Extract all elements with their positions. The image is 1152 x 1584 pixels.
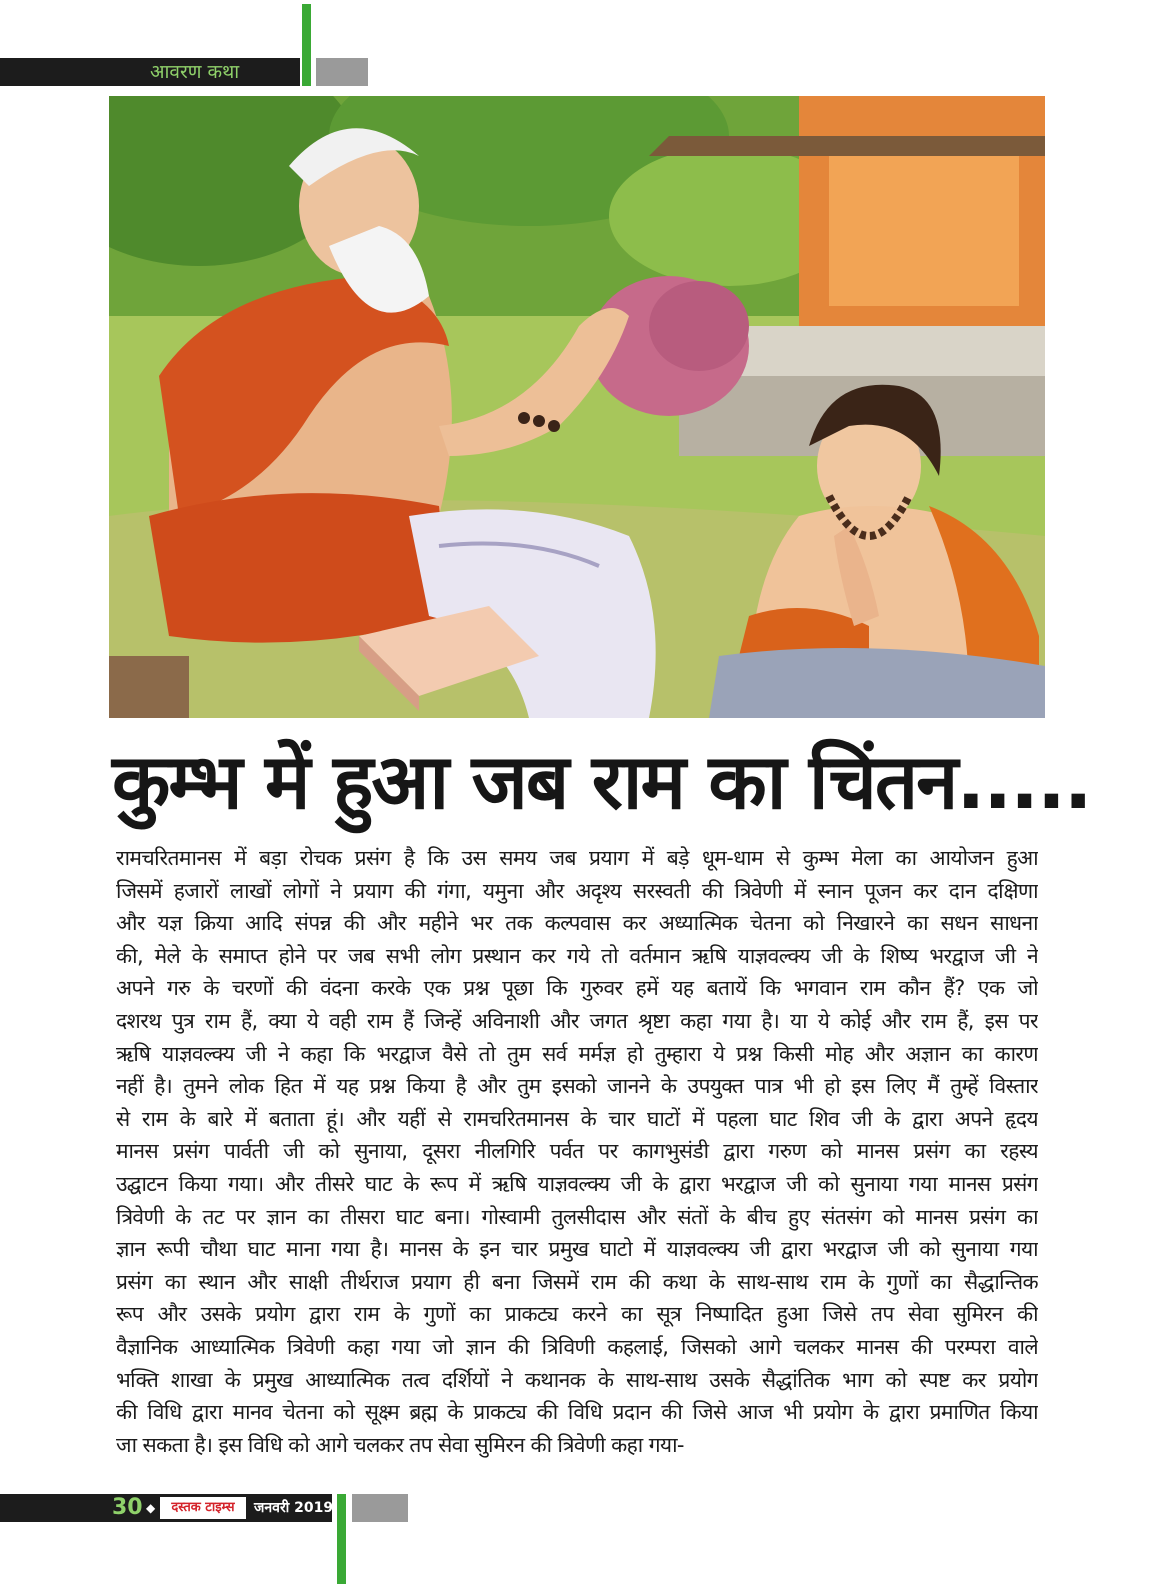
cover-illustration bbox=[109, 96, 1045, 718]
header-gray-block bbox=[316, 58, 368, 86]
body-line: ऋषि याज्ञवल्क्य जी ने कहा कि भरद्वाज वैसे तो तुम सर्व मर्मज्ञ हो तुम्हारा ये प्रश्न किसी मोह और अज्ञान का कारण bbox=[116, 1041, 1038, 1066]
page-number: 30 bbox=[112, 1495, 143, 1520]
footer-accent-stripe bbox=[337, 1494, 346, 1584]
body-line: अपने गरु के चरणों की वंदना करके एक प्रश्न पूछा कि गुरुवर हमें यह बतायें कि भगवान राम कौन हैं? एक जो bbox=[116, 976, 1038, 1001]
issue-date: जनवरी 2019 bbox=[254, 1500, 334, 1516]
body-line: रामचरितमानस में बड़ा रोचक प्रसंग है कि उस समय जब प्रयाग में बड़े धूम-धाम से कुम्भ मेला का आयोजन हुआ bbox=[116, 846, 1038, 870]
article-body bbox=[116, 842, 1038, 1470]
body-line: मानस प्रसंग पार्वती जी को सुनाया, दूसरा नीलगिरि पर्वत पर कागभुसंडी द्वारा गरुण को मानस प्रसंग का रहस्य bbox=[116, 1139, 1038, 1164]
body-line: जिसमें हजारों लाखों लोगों ने प्रयाग की गंगा, यमुना और अदृश्य सरस्वती की त्रिवेणी में स्नान पूजन कर दान दक्षिणा bbox=[116, 878, 1038, 903]
body-line: प्रसंग का स्थान और साक्षी तीर्थराज प्रयाग ही बना जिसमें राम की कथा के साथ-साथ राम के गुणों का सैद्धान्तिक bbox=[116, 1269, 1038, 1294]
body-line: की, मेले के समाप्त होने पर जब सभी लोग प्रस्थान कर गये तो वर्तमान ऋषि याज्ञवल्क्य जी के शिष्य भरद्वाज जी ने bbox=[116, 943, 1038, 968]
article-title: कुम्भ में हुआ जब राम का चिंतन..... bbox=[112, 737, 1091, 826]
magazine-logo: दस्तक टाइम्स bbox=[160, 1497, 246, 1519]
body-line: दशरथ पुत्र राम हैं, क्या ये वही राम हैं जिन्हें अविनाशी और जगत श्रृष्टा कहा गया है। या ये कोई और राम हैं, इस पर bbox=[116, 1008, 1038, 1033]
body-line: ज्ञान रूपी चौथा घाट माना गया है। मानस के इन चार प्रमुख घाटो में याज्ञवल्क्य जी द्वारा भरद्वाज जी को सुनाया गया bbox=[116, 1237, 1038, 1262]
section-label: आवरण कथा bbox=[150, 61, 240, 83]
body-line: से राम के बारे में बताता हूं। और यहीं से रामचरितमानस के चार घाटों में पहला घाट शिव जी के द्वारा अपने हृदय bbox=[116, 1106, 1038, 1131]
body-line: नहीं है। तुमने लोक हित में यह प्रश्न किया है और तुम इसको जानने के उपयुक्त पात्र भी हो इस लिए मैं तुम्हें विस्तार bbox=[116, 1074, 1038, 1099]
body-line: रूप और उसके प्रयोग द्वारा राम के गुणों का प्राकट्य करने का सूत्र निष्पादित हुआ जिसे तप सेवा सुमिरन की bbox=[116, 1302, 1038, 1327]
body-line: उद्घाटन किया गया। और तीसरे घाट के रूप में ऋषि याज्ञवल्क्य जी के द्वारा भरद्वाज जी को सुनाया गया मानस प्रसंग bbox=[116, 1171, 1038, 1196]
header-accent-stripe bbox=[302, 4, 311, 86]
body-line: और यज्ञ क्रिया आदि संपन्न की और महीने भर तक कल्पवास कर अध्यात्मिक चेतना को निखारने का सधन साधना bbox=[116, 911, 1038, 936]
body-line: वैज्ञानिक आध्यात्मिक त्रिवेणी कहा गया जो ज्ञान की त्रिविणी कहलाई, जिसको आगे चलकर मानस की परम्परा वाले bbox=[116, 1334, 1038, 1359]
body-line: त्रिवेणी के तट पर ज्ञान का तीसरा घाट बना। गोस्वामी तुलसीदास और संतों के बीच हुए संतसंग को मानस प्रसंग का bbox=[116, 1204, 1038, 1229]
body-line: जा सकता है। इस विधि को आगे चलकर तप सेवा सुमिरन की त्रिवेणी कहा गया- bbox=[116, 1432, 684, 1457]
body-line: की विधि द्वारा मानव चेतना को सूक्ष्म ब्रह्म के प्राकट्य की विधि प्रदान की जिसे आज भी प्रयोग के द्वारा प्रमाणित किया bbox=[116, 1400, 1038, 1425]
diamond-bullet-icon: ◆ bbox=[146, 1501, 156, 1515]
footer-gray-block bbox=[352, 1494, 408, 1522]
body-line: भक्ति शाखा के प्रमुख आध्यात्मिक तत्व दर्शियों ने कथानक के साथ-साथ उसके सैद्धांतिक भाग को स्पष्ट कर प्रयोग bbox=[116, 1367, 1038, 1392]
